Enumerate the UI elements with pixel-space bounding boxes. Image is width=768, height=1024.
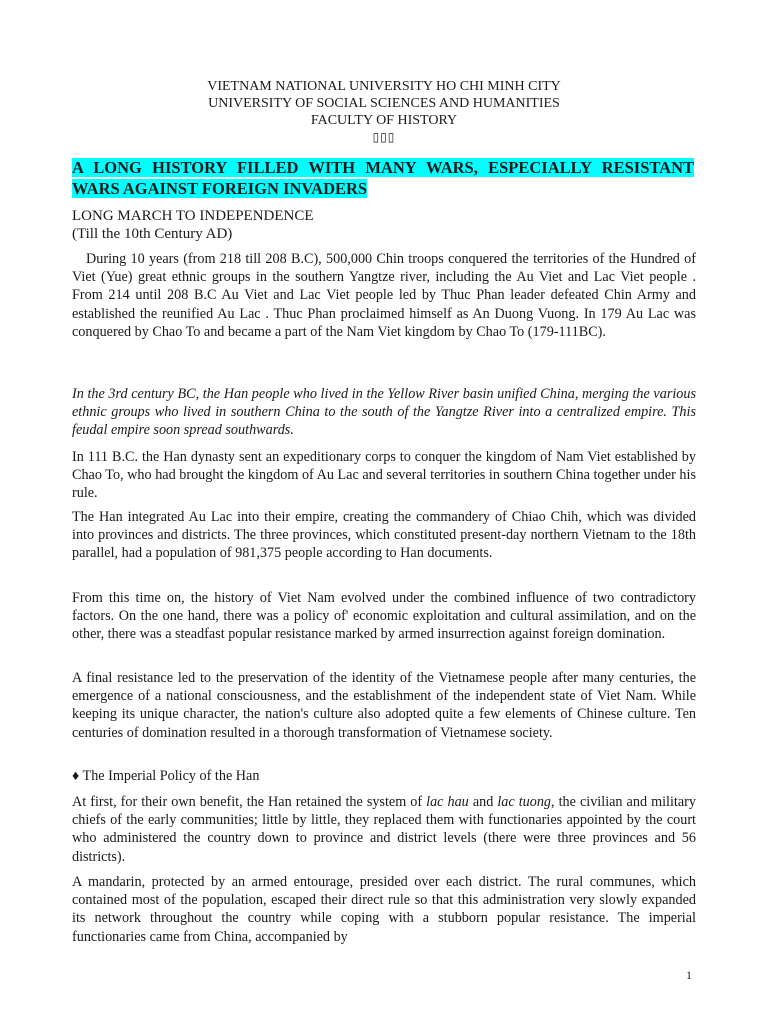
ornament-icon: ▯▯▯ xyxy=(372,130,396,144)
faculty-name: FACULTY OF HISTORY xyxy=(310,113,458,128)
paragraph-han-unification: In the 3rd century BC, the Han people who lived in the Yellow River basin unified China, merging the various ethnic groups who lived in southern China to the south of the Yangtze River into a centralized empire. This feudal empire soon spread southwards. xyxy=(72,386,696,439)
document-title xyxy=(72,157,694,199)
term-lac-tuong: lac tuong xyxy=(497,794,552,810)
paragraph-han-expedition: In 111 B.C. the Han dynasty sent an expeditionary corps to conquer the kingdom of Nam Viet established by Chao To, who had brought the kingdom of Au Lac and several territories in southern China together under his rule. xyxy=(72,449,696,502)
page-number: 1 xyxy=(686,968,692,982)
term-lac-hau: lac hau xyxy=(426,794,469,810)
paragraph-chin-conquest: During 10 years (from 218 till 208 B.C), 500,000 Chin troops conquered the territories of the Hundred of Viet (Yue) great ethnic groups in the southern Yangtze river, including the Au Viet and Lac Viet people . From 214 until 208 B.C Au Viet and Lac Viet people led by Thuc Phan leader defeated Chin Army and established the reunified Au Lac . Thuc Phan proclaimed himself as An Duong Vuong. In 179 Au Lac was conquered by Chao To and became a part of the Nam Viet kingdom by Chao To (179-111BC). xyxy=(72,251,696,340)
paragraph-chiao-chih: The Han integrated Au Lac into their empire, creating the commandery of Chiao Chih, which was divided into provinces and districts. The three provinces, which constituted present-day northern Vietnam to the 18th parallel, had a population of 981,375 people according to Han documents. xyxy=(72,509,696,562)
paragraph-text: At first, for their own benefit, the Han retained the system of xyxy=(72,794,427,810)
university-name: VIETNAM NATIONAL UNIVERSITY HO CHI MINH CITY xyxy=(207,79,561,94)
document-header xyxy=(0,78,768,146)
paragraph-contradictory-factors: From this time on, the history of Viet Nam evolved under the combined influence of two contradictory factors. On the one hand, there was a policy of' economic exploitation and cultural assimilation, and on the other, there was a steadfast popular resistance marked by armed insurrection against foreign domination. xyxy=(72,590,696,643)
section-heading: LONG MARCH TO INDEPENDENCE xyxy=(72,208,314,224)
bullet-heading-imperial-policy: ♦ The Imperial Policy of the Han xyxy=(72,768,260,784)
paragraph-lac-hau xyxy=(72,793,696,866)
paragraph-mandarin: A mandarin, protected by an armed entourage, presided over each district. The rural communes, which contained most of the population, escaped their direct rule so that this administration very slowly expanded its network throughout the country while coping with a stubborn popular resistance. The imperial functionaries came from China, accompanied by xyxy=(72,874,696,945)
paragraph-final-resistance: A final resistance led to the preservation of the identity of the Vietnamese people after many centuries, the emergence of a national consciousness, and the establishment of the independent state of Viet Nam. While keeping its unique character, the nation's culture also adopted quite a few elements of Chinese culture. Ten centuries of domination resulted in a thorough transformation of Vietnamese society. xyxy=(72,670,696,741)
paragraph-text: and xyxy=(468,794,498,810)
section-subheading: (Till the 10th Century AD) xyxy=(72,226,233,242)
title-highlight: A LONG HISTORY FILLED WITH MANY WARS, ESPECIALLY RESISTANT WARS AGAINST FOREIGN INVADERS xyxy=(72,158,694,198)
paragraph-text: , the civilian and military chiefs of the early communities; little by little, they replaced them with functionaries appointed by the court who administered the country down to province and district levels (there were three provinces and 56 districts). xyxy=(72,794,696,865)
school-name: UNIVERSITY OF SOCIAL SCIENCES AND HUMANITIES xyxy=(208,96,560,111)
